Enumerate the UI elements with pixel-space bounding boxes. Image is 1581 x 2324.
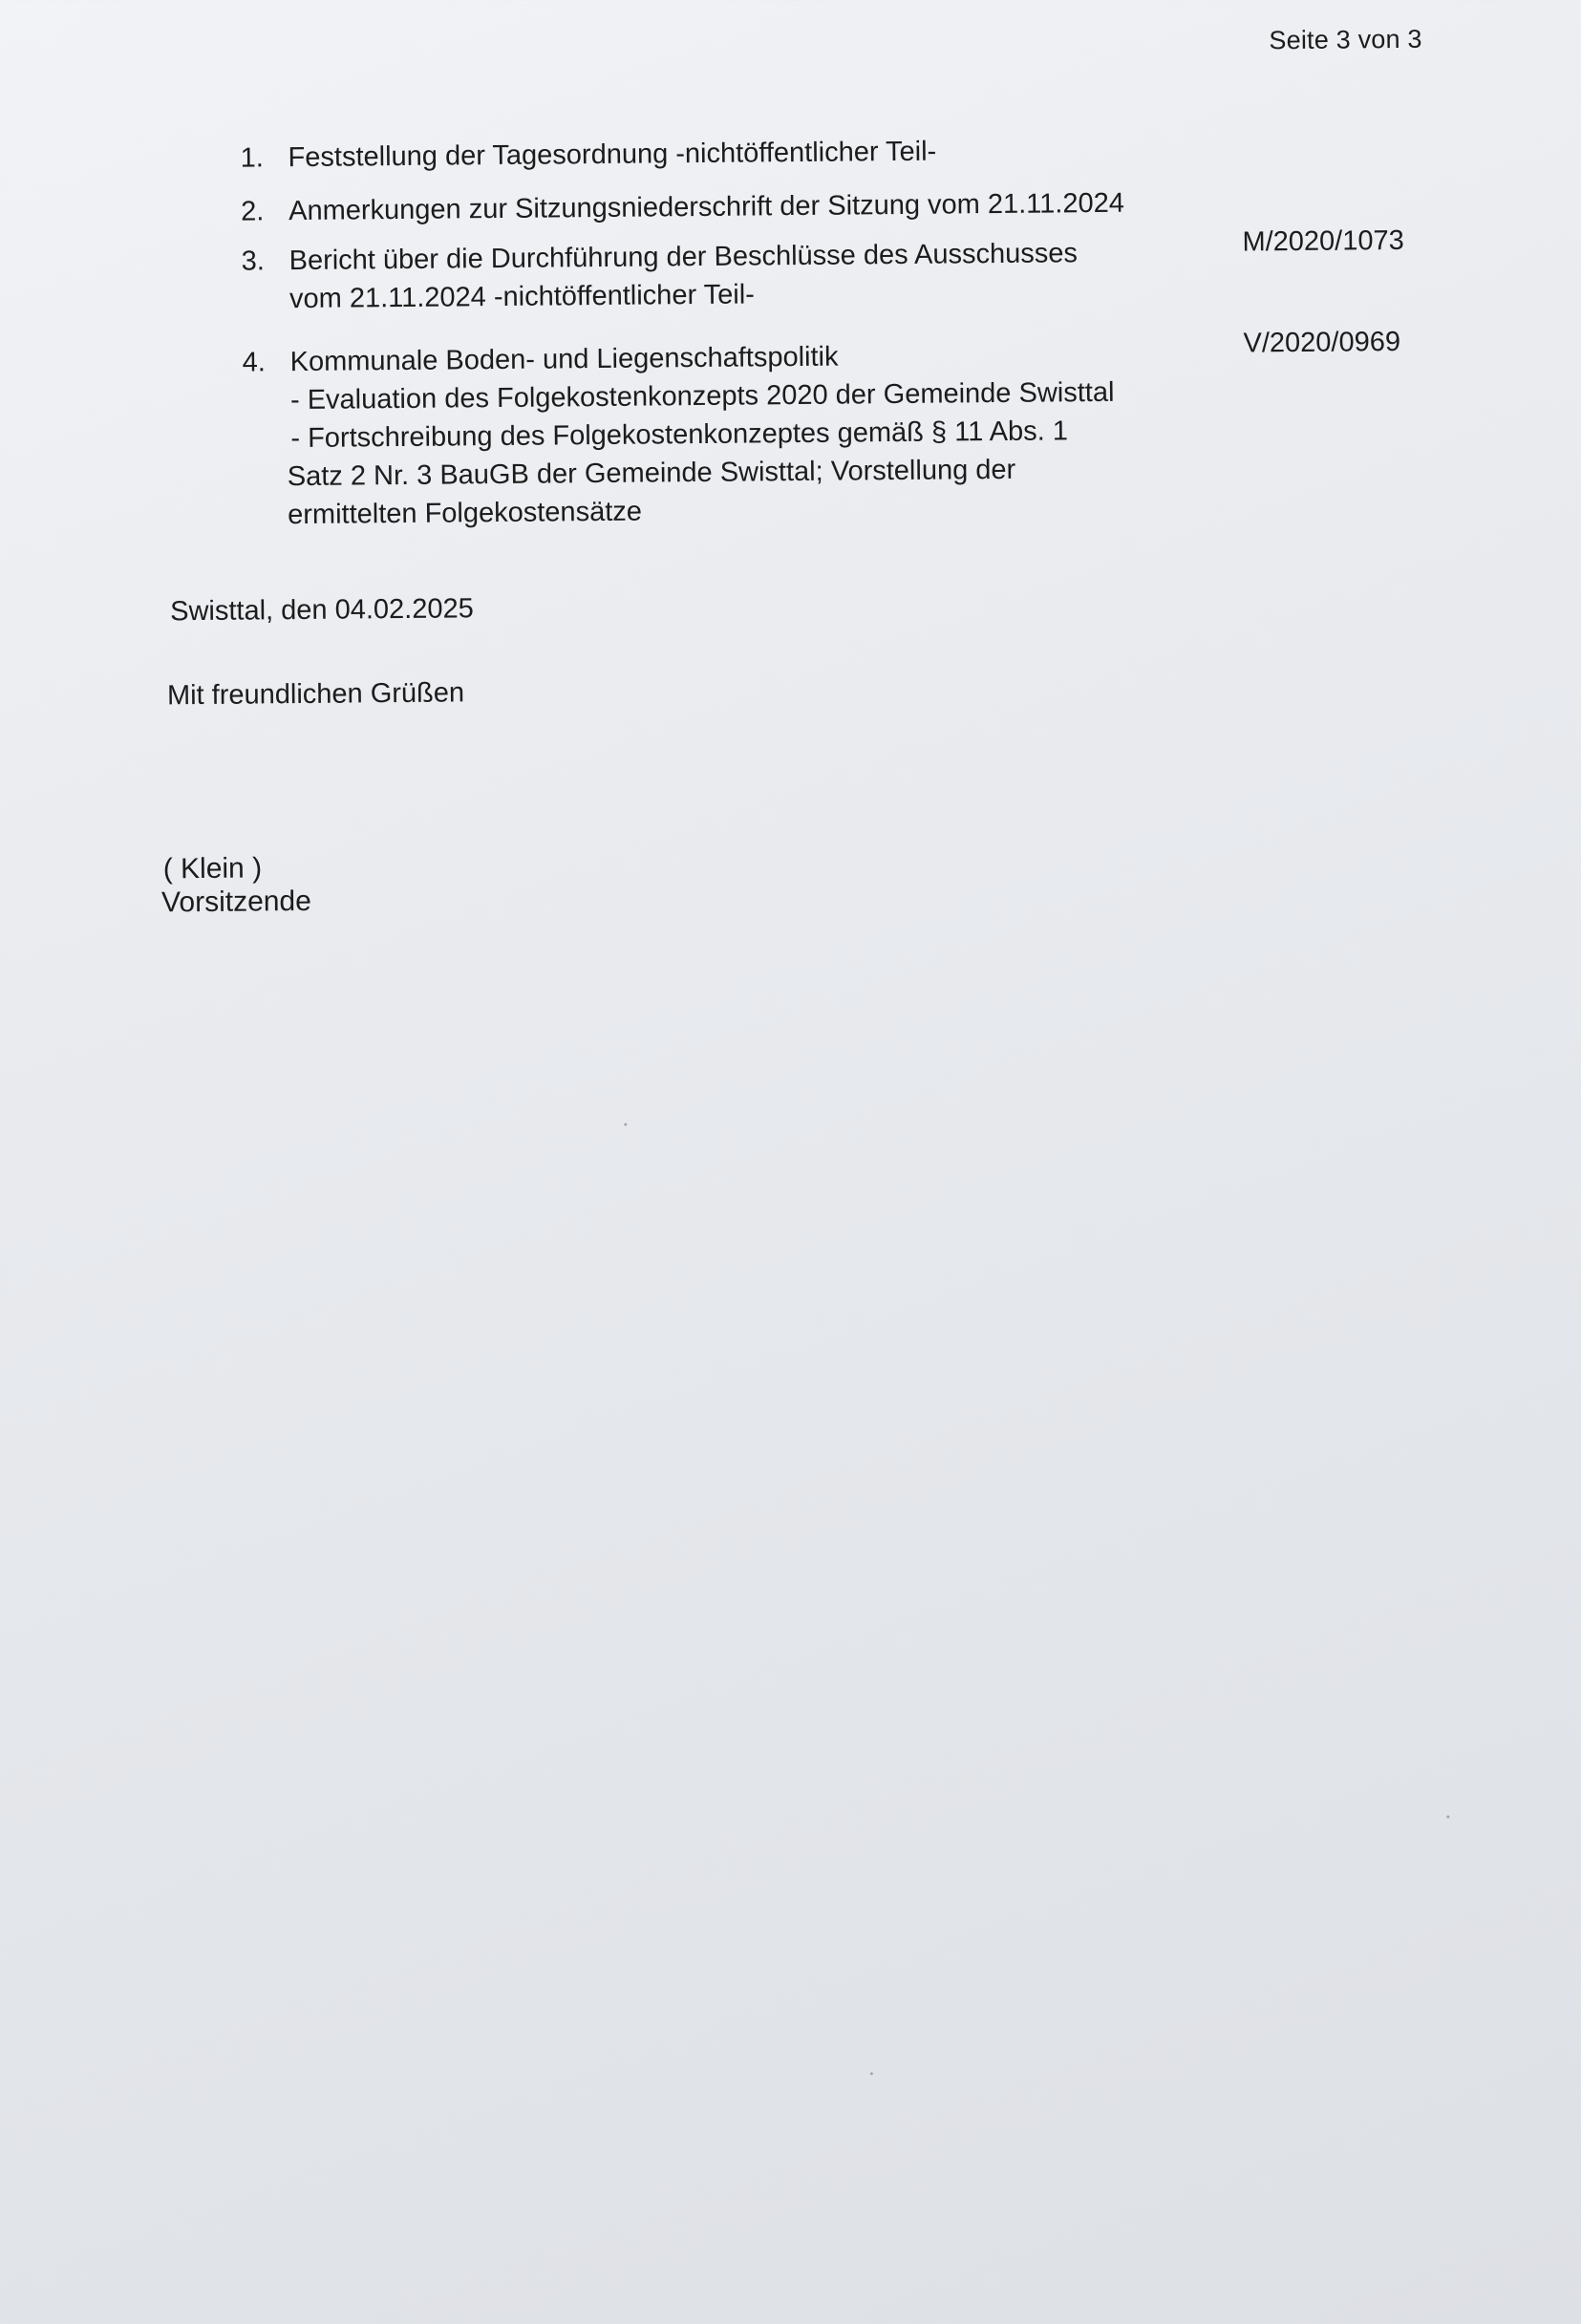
agenda-item-line: Kommunale Boden- und Liegenschaftspolitik	[289, 341, 839, 378]
agenda-item-number: 3.	[241, 245, 265, 277]
agenda-item-line: - Fortschreibung des Folgekostenkonzeptes gemäß § 11 Abs. 1	[290, 416, 1069, 455]
paper-speck	[870, 2072, 873, 2075]
place-date: Swisttal, den 04.02.2025	[170, 593, 474, 628]
agenda-item-line: vom 21.11.2024 -nichtöffentlicher Teil-	[288, 279, 755, 315]
agenda-item-line: Bericht über die Durchführung der Beschlüsse des Ausschusses	[288, 238, 1079, 277]
agenda-item-number: 2.	[240, 196, 265, 227]
agenda-item-line: Satz 2 Nr. 3 BauGB der Gemeinde Swisttal; Vorstellung der	[287, 454, 1016, 493]
agenda-item-line: ermittelten Folgekostensätze	[288, 496, 643, 531]
paper-speck	[1446, 1816, 1449, 1819]
agenda-item-reference: V/2020/0969	[1243, 326, 1401, 359]
agenda-item-number: 4.	[242, 347, 266, 378]
signer-role: Vorsitzende	[160, 885, 312, 919]
paper-speck	[624, 1123, 627, 1126]
agenda-item-line: Anmerkungen zur Sitzungsniederschrift der Sitzung vom 21.11.2024	[288, 187, 1125, 227]
agenda-item-text	[288, 128, 1434, 178]
signer-name: ( Klein )	[162, 852, 263, 885]
agenda-item-line: Feststellung der Tagesordnung -nichtöffentlicher Teil-	[288, 136, 937, 174]
agenda-item	[241, 224, 1436, 319]
agenda-list	[240, 128, 1438, 535]
agenda-item-line: - Evaluation des Folgekostenkonzepts 2020 der Gemeinde Swisttal	[289, 376, 1115, 416]
agenda-item	[240, 128, 1434, 178]
agenda-item-number: 1.	[240, 142, 264, 174]
agenda-item-reference: M/2020/1073	[1242, 224, 1404, 258]
page-number: Seite 3 von 3	[1269, 24, 1422, 55]
agenda-item	[242, 326, 1438, 535]
closing-greeting: Mit freundlichen Grüßen	[166, 677, 465, 712]
